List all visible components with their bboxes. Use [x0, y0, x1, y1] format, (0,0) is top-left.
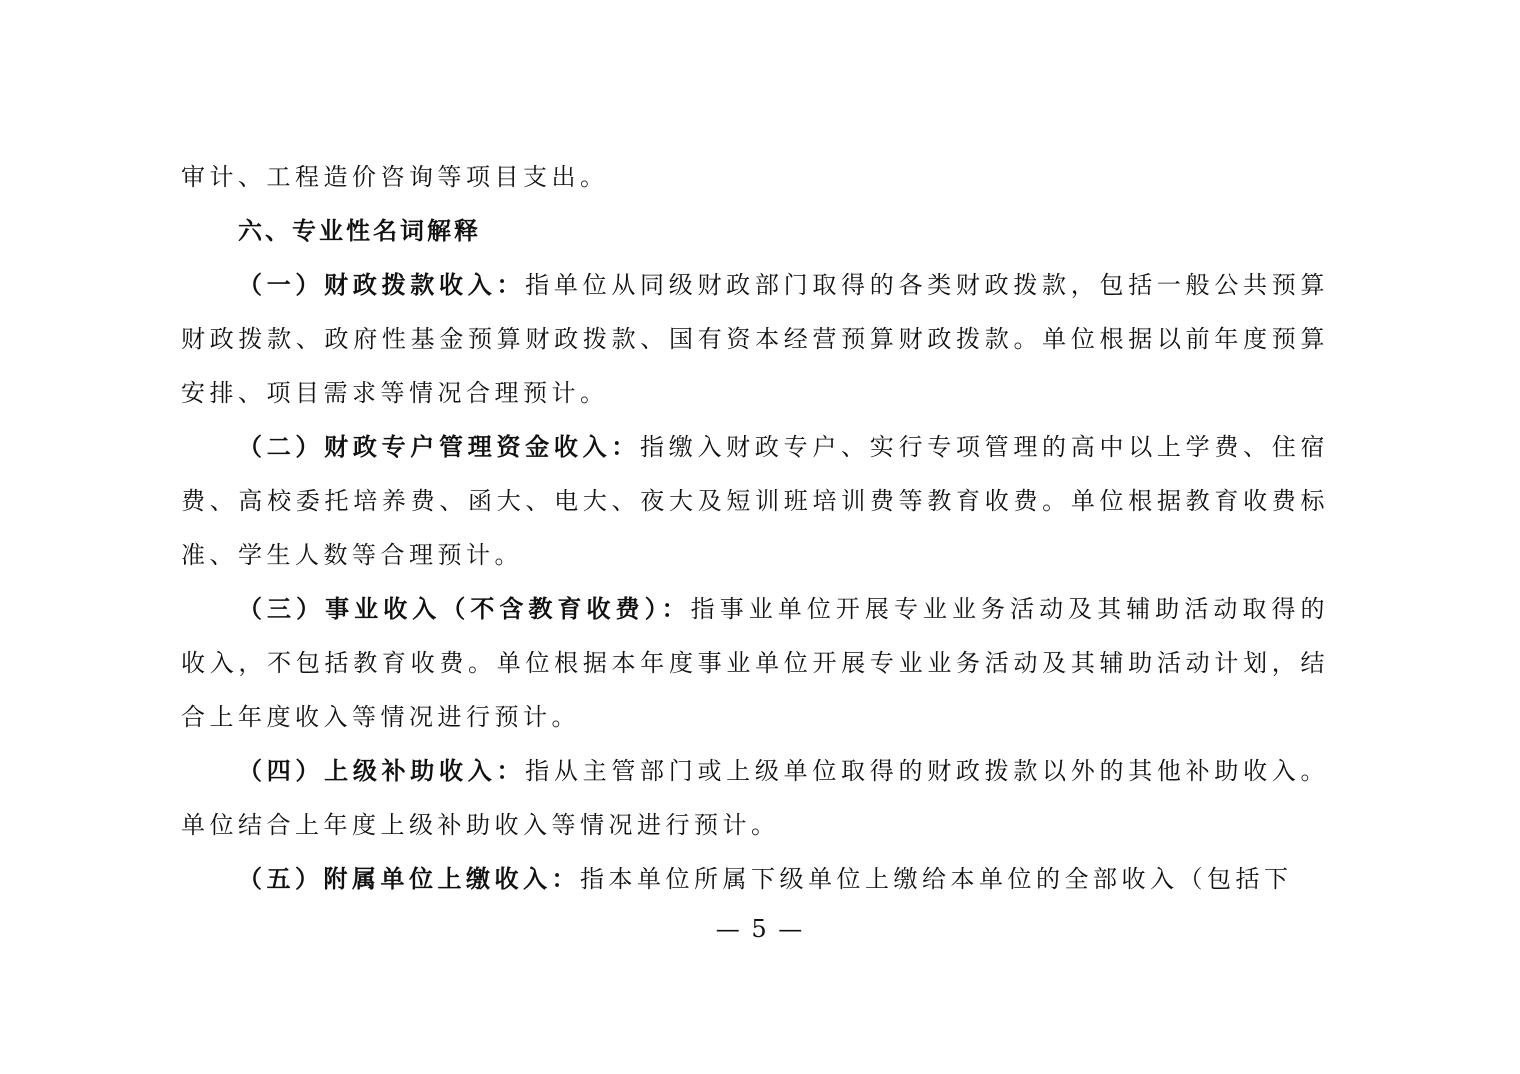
- definition-paragraph-2: [181, 420, 1329, 582]
- definition-paragraph-5: [181, 852, 1329, 906]
- document-body: [181, 150, 1329, 906]
- definition-paragraph-3: [181, 582, 1329, 744]
- page-number: — 5 —: [715, 915, 805, 943]
- section-heading: 六、专业性名词解释: [238, 217, 481, 245]
- definition-paragraph-1: [181, 258, 1329, 420]
- definition-paragraph-4: [181, 744, 1329, 852]
- definition-body-5: 指本单位所属下级单位上缴给本单位的全部收入（包括下: [580, 865, 1293, 893]
- definition-term-2: （二）财政专户管理资金收入：: [238, 432, 641, 461]
- definition-body-1: 指单位从同级财政部门取得的各类财政拨款，包括一般公共预算财政拨款、政府性基金预算财政拨款、国有资本经营预算财政拨款。单位根据以前年度预算安排、项目需求等情况合理预计。: [181, 271, 1330, 407]
- continuation-paragraph: 审计、工程造价咨询等项目支出。: [181, 163, 609, 191]
- definition-body-4: 指从主管部门或上级单位取得的财政拨款以外的其他补助收入。单位结合上年度上级补助收入等情况进行预计。: [181, 757, 1330, 839]
- definition-term-5: （五）附属单位上缴收入：: [238, 864, 580, 893]
- definition-term-1: （一）财政拨款收入：: [238, 270, 526, 299]
- definition-body-2: 指缴入财政专户、实行专项管理的高中以上学费、住宿费、高校委托培养费、函大、电大、夜大及短训班培训费等教育收费。单位根据教育收费标准、学生人数等合理预计。: [181, 433, 1330, 569]
- definition-term-4: （四）上级补助收入：: [238, 756, 526, 785]
- definition-term-3: （三）事业收入（不含教育收费）：: [238, 594, 691, 623]
- definition-body-3: 指事业单位开展专业业务活动及其辅助活动取得的收入，不包括教育收费。单位根据本年度事业单位开展专业业务活动及其辅助活动计划，结合上年度收入等情况进行预计。: [181, 595, 1330, 731]
